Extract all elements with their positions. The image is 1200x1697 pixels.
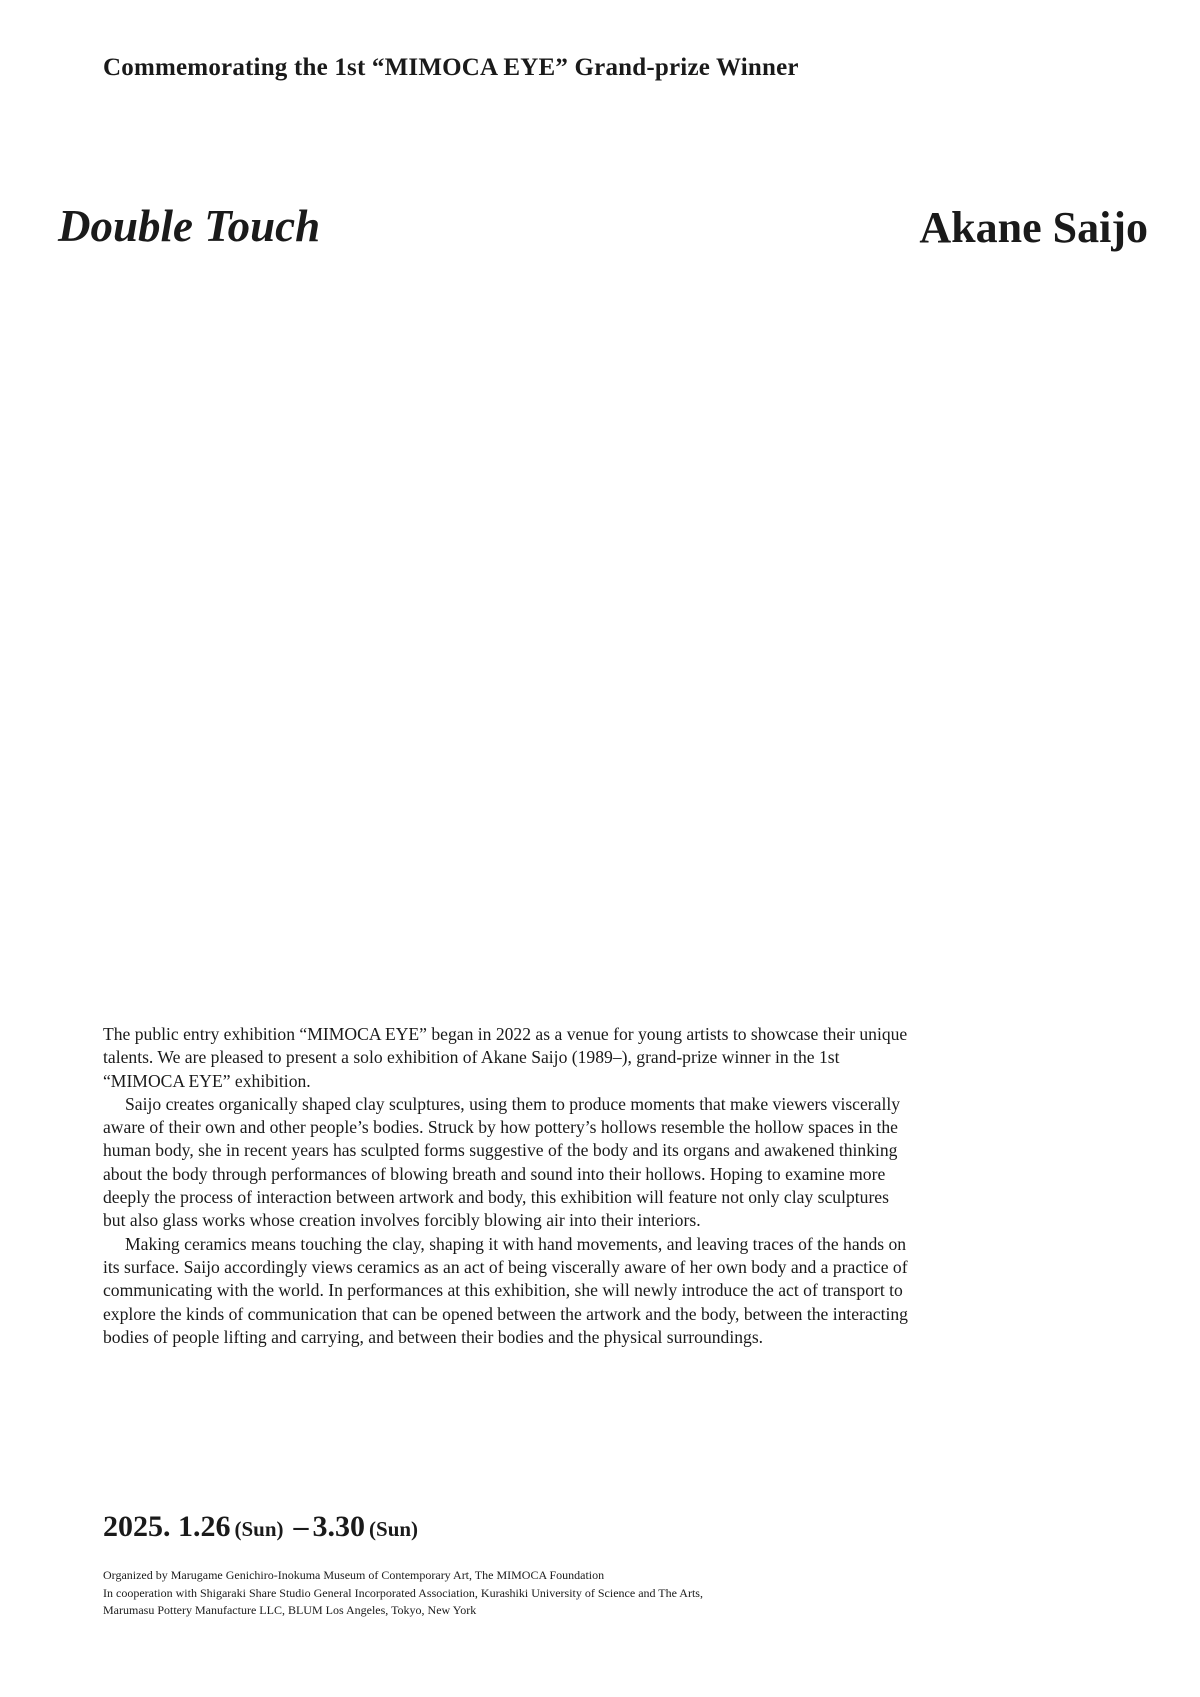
description-paragraph-3: Making ceramics means touching the clay, shaping it with hand movements, and leaving traces of the hands on its surface. Saijo accordingly views ceramics as an act of being viscerally aware of her own body and a practice of communicating with the world. In performances at this exhibition, she will newly introduce the act of transport to explore the kinds of communication that can be opened between the artwork and the body, between the interacting bodies of people lifting and carrying, and between their bodies and the physical surroundings. (103, 1233, 908, 1347)
description-paragraph-2: Saijo creates organically shaped clay sculptures, using them to produce moments that make viewers viscerally aware of their own and other people’s bodies. Struck by how pottery’s hollows resemble the hollow spaces in the human body, she in recent years has sculpted forms suggestive of the body and its organs and awakened thinking about the body through performances of blowing breath and sound into their hollows. Hoping to examine more deeply the process of interaction between artwork and body, this exhibition will feature not only clay sculptures but also glass works whose creation involves forcibly blowing air into their interiors. (103, 1093, 901, 1231)
exhibition-description (103, 1023, 913, 1349)
organizer-line: Organized by Marugame Genichiro-Inokuma Museum of Contemporary Art, The MIMOCA Foundation (103, 1568, 605, 1582)
exhibition-dates (103, 1510, 418, 1544)
end-day: (Sun) (369, 1517, 419, 1541)
date-separator: – (293, 1510, 309, 1543)
exhibition-subtitle: Commemorating the 1st “MIMOCA EYE” Grand-prize Winner (103, 54, 799, 81)
end-date: 3.30 (312, 1510, 366, 1543)
start-date: 2025. 1.26 (103, 1510, 231, 1543)
cooperation-line-2: Marumasu Pottery Manufacture LLC, BLUM Los Angeles, Tokyo, New York (103, 1603, 477, 1617)
credits (103, 1567, 703, 1620)
artist-name: Akane Saijo (919, 203, 1148, 252)
start-day: (Sun) (234, 1517, 284, 1541)
description-paragraph-1: The public entry exhibition “MIMOCA EYE” began in 2022 as a venue for young artists to showcase their unique talents. We are pleased to present a solo exhibition of Akane Saijo (1989–), grand-prize winner in the 1st “MIMOCA EYE” exhibition. (103, 1024, 908, 1091)
cooperation-line-1: In cooperation with Shigaraki Share Studio General Incorporated Association, Kurashiki University of Science and The Arts, (103, 1585, 703, 1600)
exhibition-title: Double Touch (58, 201, 321, 251)
